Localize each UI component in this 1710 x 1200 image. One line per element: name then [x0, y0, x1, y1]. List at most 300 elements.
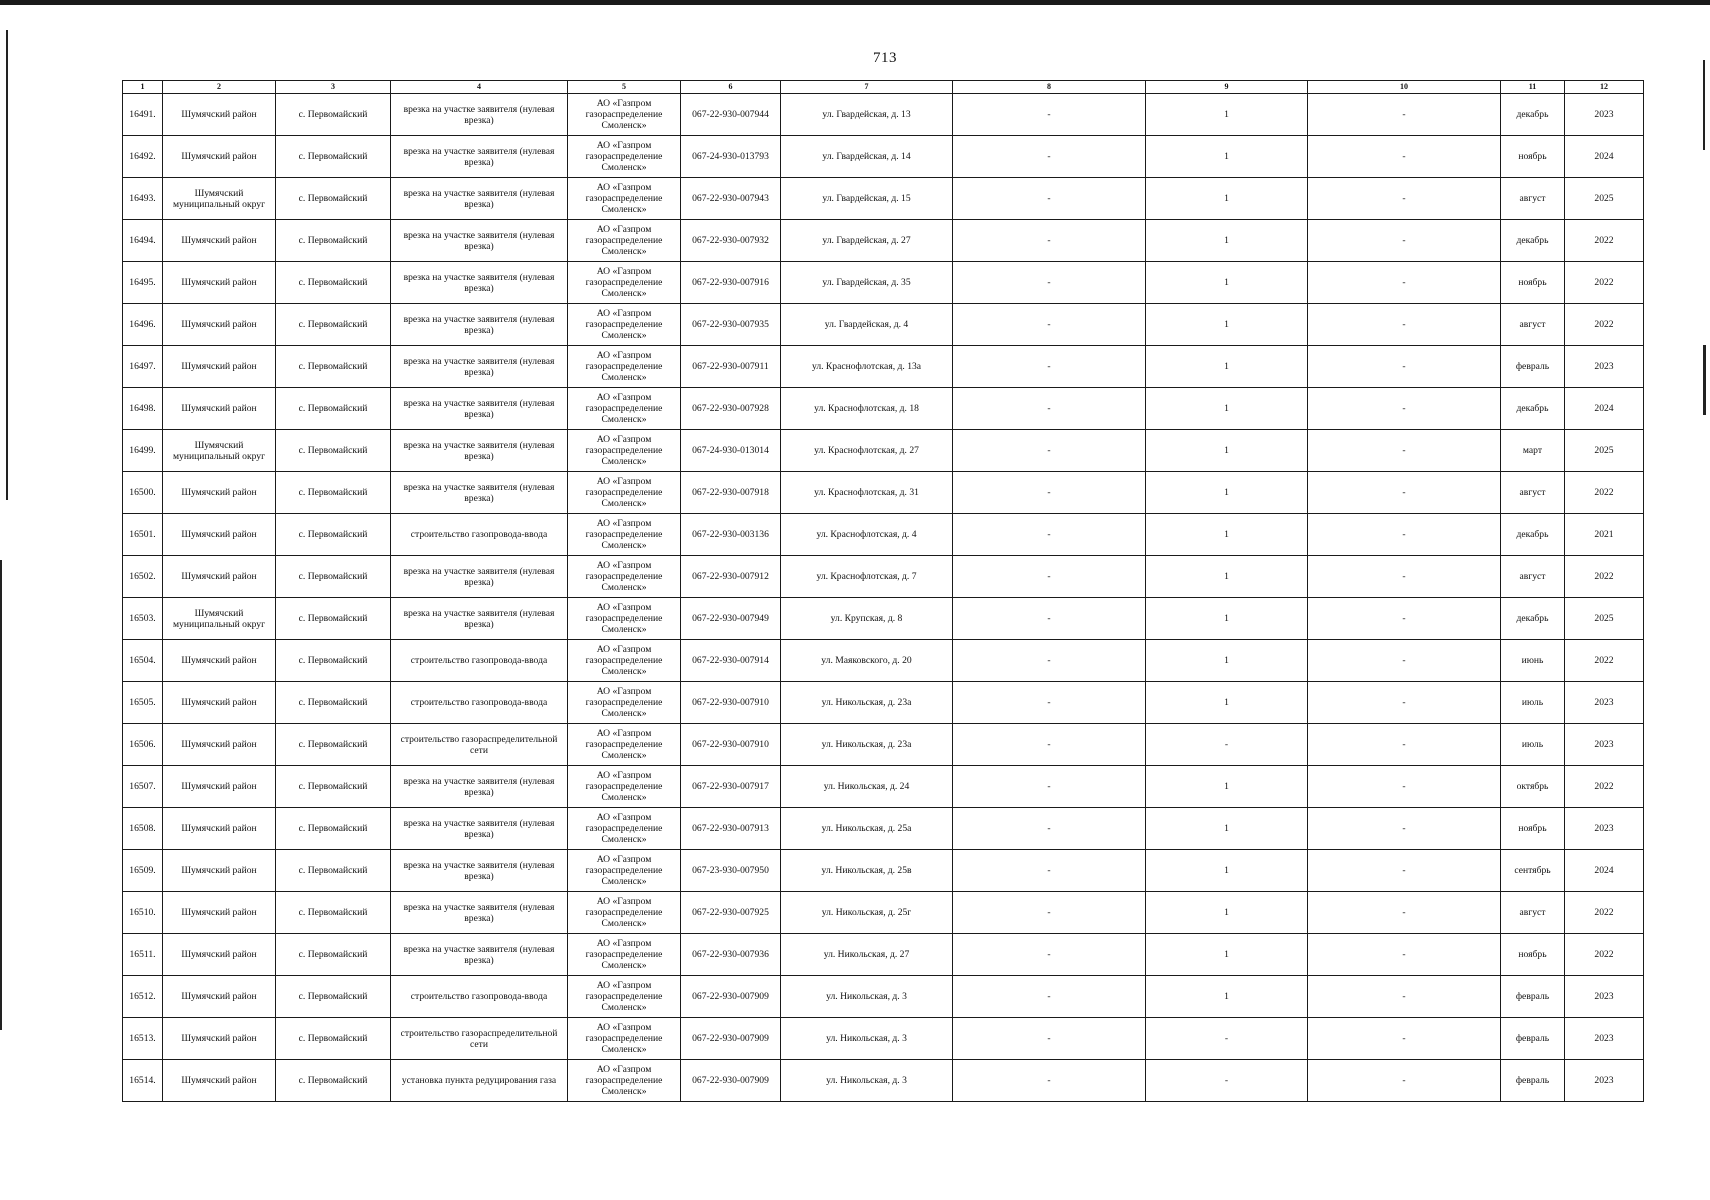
column-9-cell: -	[1146, 1018, 1308, 1060]
organization-cell: АО «Газпром газораспределение Смоленск»	[568, 472, 681, 514]
work-type-cell: врезка на участке заявителя (нулевая врезка)	[391, 388, 568, 430]
row-number: 16499.	[123, 430, 163, 472]
settlement-cell: с. Первомайский	[276, 178, 391, 220]
organization-cell: АО «Газпром газораспределение Смоленск»	[568, 94, 681, 136]
column-8-cell: -	[953, 220, 1146, 262]
column-9-cell: 1	[1146, 136, 1308, 178]
settlement-cell: с. Первомайский	[276, 304, 391, 346]
organization-cell: АО «Газпром газораспределение Смоленск»	[568, 262, 681, 304]
settlement-cell: с. Первомайский	[276, 262, 391, 304]
tech-conditions-number-cell: 067-22-930-007909	[681, 1018, 781, 1060]
column-10-cell: -	[1308, 598, 1501, 640]
month-cell: август	[1501, 472, 1565, 514]
column-header: 9	[1146, 81, 1308, 94]
column-9-cell: -	[1146, 1060, 1308, 1102]
address-cell: ул. Никольская, д. 25а	[781, 808, 953, 850]
column-8-cell: -	[953, 472, 1146, 514]
work-type-cell: врезка на участке заявителя (нулевая врезка)	[391, 850, 568, 892]
tech-conditions-number-cell: 067-22-930-007949	[681, 598, 781, 640]
column-9-cell: 1	[1146, 976, 1308, 1018]
year-cell: 2023	[1565, 1018, 1644, 1060]
table-row	[123, 556, 1644, 598]
settlement-cell: с. Первомайский	[276, 556, 391, 598]
district-cell: Шумячский район	[163, 94, 276, 136]
district-cell: Шумячский муниципальный округ	[163, 598, 276, 640]
row-number: 16514.	[123, 1060, 163, 1102]
settlement-cell: с. Первомайский	[276, 1060, 391, 1102]
tech-conditions-number-cell: 067-24-930-013014	[681, 430, 781, 472]
settlement-cell: с. Первомайский	[276, 934, 391, 976]
year-cell: 2022	[1565, 556, 1644, 598]
month-cell: июль	[1501, 682, 1565, 724]
year-cell: 2022	[1565, 304, 1644, 346]
tech-conditions-number-cell: 067-22-930-007909	[681, 976, 781, 1018]
tech-conditions-number-cell: 067-22-930-007943	[681, 178, 781, 220]
organization-cell: АО «Газпром газораспределение Смоленск»	[568, 220, 681, 262]
work-type-cell: врезка на участке заявителя (нулевая врезка)	[391, 262, 568, 304]
settlement-cell: с. Первомайский	[276, 598, 391, 640]
month-cell: декабрь	[1501, 220, 1565, 262]
tech-conditions-number-cell: 067-23-930-007950	[681, 850, 781, 892]
month-cell: февраль	[1501, 1060, 1565, 1102]
settlement-cell: с. Первомайский	[276, 808, 391, 850]
column-8-cell: -	[953, 388, 1146, 430]
year-cell: 2022	[1565, 934, 1644, 976]
row-number: 16508.	[123, 808, 163, 850]
work-type-cell: строительство газопровода-ввода	[391, 976, 568, 1018]
district-cell: Шумячский район	[163, 346, 276, 388]
scan-edge-mark	[1703, 345, 1706, 415]
organization-cell: АО «Газпром газораспределение Смоленск»	[568, 346, 681, 388]
address-cell: ул. Гвардейская, д. 14	[781, 136, 953, 178]
row-number: 16510.	[123, 892, 163, 934]
month-cell: декабрь	[1501, 388, 1565, 430]
column-8-cell: -	[953, 808, 1146, 850]
year-cell: 2023	[1565, 682, 1644, 724]
work-type-cell: врезка на участке заявителя (нулевая врезка)	[391, 556, 568, 598]
address-cell: ул. Никольская, д. 25в	[781, 850, 953, 892]
district-cell: Шумячский район	[163, 1060, 276, 1102]
column-8-cell: -	[953, 94, 1146, 136]
settlement-cell: с. Первомайский	[276, 94, 391, 136]
column-10-cell: -	[1308, 262, 1501, 304]
tech-conditions-number-cell: 067-22-930-007917	[681, 766, 781, 808]
work-type-cell: строительство газопровода-ввода	[391, 514, 568, 556]
table-row	[123, 934, 1644, 976]
organization-cell: АО «Газпром газораспределение Смоленск»	[568, 808, 681, 850]
column-9-cell: 1	[1146, 514, 1308, 556]
column-10-cell: -	[1308, 178, 1501, 220]
district-cell: Шумячский район	[163, 934, 276, 976]
work-type-cell: строительство газопровода-ввода	[391, 682, 568, 724]
column-9-cell: 1	[1146, 598, 1308, 640]
table-row	[123, 178, 1644, 220]
year-cell: 2022	[1565, 220, 1644, 262]
row-number: 16497.	[123, 346, 163, 388]
district-cell: Шумячский район	[163, 682, 276, 724]
column-header: 12	[1565, 81, 1644, 94]
district-cell: Шумячский район	[163, 766, 276, 808]
column-8-cell: -	[953, 1060, 1146, 1102]
column-9-cell: 1	[1146, 304, 1308, 346]
settlement-cell: с. Первомайский	[276, 220, 391, 262]
organization-cell: АО «Газпром газораспределение Смоленск»	[568, 388, 681, 430]
row-number: 16501.	[123, 514, 163, 556]
organization-cell: АО «Газпром газораспределение Смоленск»	[568, 598, 681, 640]
column-10-cell: -	[1308, 1018, 1501, 1060]
scan-edge-mark	[0, 560, 2, 1030]
work-type-cell: установка пункта редуцирования газа	[391, 1060, 568, 1102]
address-cell: ул. Краснофлотская, д. 7	[781, 556, 953, 598]
column-10-cell: -	[1308, 808, 1501, 850]
month-cell: ноябрь	[1501, 136, 1565, 178]
organization-cell: АО «Газпром газораспределение Смоленск»	[568, 976, 681, 1018]
address-cell: ул. Гвардейская, д. 13	[781, 94, 953, 136]
table-row	[123, 598, 1644, 640]
tech-conditions-number-cell: 067-22-930-007909	[681, 1060, 781, 1102]
work-type-cell: врезка на участке заявителя (нулевая врезка)	[391, 136, 568, 178]
column-8-cell: -	[953, 934, 1146, 976]
column-8-cell: -	[953, 682, 1146, 724]
settlement-cell: с. Первомайский	[276, 346, 391, 388]
month-cell: февраль	[1501, 1018, 1565, 1060]
year-cell: 2023	[1565, 1060, 1644, 1102]
address-cell: ул. Никольская, д. 27	[781, 934, 953, 976]
column-8-cell: -	[953, 346, 1146, 388]
address-cell: ул. Краснофлотская, д. 13а	[781, 346, 953, 388]
month-cell: июнь	[1501, 640, 1565, 682]
column-10-cell: -	[1308, 976, 1501, 1018]
column-10-cell: -	[1308, 94, 1501, 136]
organization-cell: АО «Газпром газораспределение Смоленск»	[568, 304, 681, 346]
column-10-cell: -	[1308, 388, 1501, 430]
organization-cell: АО «Газпром газораспределение Смоленск»	[568, 136, 681, 178]
row-number: 16494.	[123, 220, 163, 262]
address-cell: ул. Никольская, д. 25г	[781, 892, 953, 934]
organization-cell: АО «Газпром газораспределение Смоленск»	[568, 514, 681, 556]
table-row	[123, 850, 1644, 892]
year-cell: 2024	[1565, 136, 1644, 178]
district-cell: Шумячский район	[163, 640, 276, 682]
row-number: 16495.	[123, 262, 163, 304]
month-cell: февраль	[1501, 346, 1565, 388]
table-row	[123, 304, 1644, 346]
tech-conditions-number-cell: 067-22-930-007935	[681, 304, 781, 346]
year-cell: 2025	[1565, 598, 1644, 640]
column-9-cell: 1	[1146, 766, 1308, 808]
row-number: 16509.	[123, 850, 163, 892]
column-8-cell: -	[953, 514, 1146, 556]
row-number: 16491.	[123, 94, 163, 136]
organization-cell: АО «Газпром газораспределение Смоленск»	[568, 556, 681, 598]
column-10-cell: -	[1308, 934, 1501, 976]
column-header: 5	[568, 81, 681, 94]
month-cell: сентябрь	[1501, 850, 1565, 892]
year-cell: 2025	[1565, 430, 1644, 472]
district-cell: Шумячский район	[163, 220, 276, 262]
organization-cell: АО «Газпром газораспределение Смоленск»	[568, 178, 681, 220]
column-9-cell: 1	[1146, 640, 1308, 682]
settlement-cell: с. Первомайский	[276, 514, 391, 556]
column-header: 10	[1308, 81, 1501, 94]
tech-conditions-number-cell: 067-22-930-007932	[681, 220, 781, 262]
settlement-cell: с. Первомайский	[276, 976, 391, 1018]
settlement-cell: с. Первомайский	[276, 472, 391, 514]
settlement-cell: с. Первомайский	[276, 766, 391, 808]
month-cell: декабрь	[1501, 94, 1565, 136]
organization-cell: АО «Газпром газораспределение Смоленск»	[568, 766, 681, 808]
page-number: 713	[873, 50, 897, 66]
column-header: 6	[681, 81, 781, 94]
row-number: 16498.	[123, 388, 163, 430]
district-cell: Шумячский район	[163, 808, 276, 850]
district-cell: Шумячский муниципальный округ	[163, 430, 276, 472]
column-8-cell: -	[953, 430, 1146, 472]
column-9-cell: 1	[1146, 94, 1308, 136]
organization-cell: АО «Газпром газораспределение Смоленск»	[568, 430, 681, 472]
column-10-cell: -	[1308, 346, 1501, 388]
tech-conditions-number-cell: 067-22-930-007918	[681, 472, 781, 514]
table-row	[123, 1060, 1644, 1102]
row-number: 16512.	[123, 976, 163, 1018]
address-cell: ул. Гвардейская, д. 4	[781, 304, 953, 346]
organization-cell: АО «Газпром газораспределение Смоленск»	[568, 934, 681, 976]
year-cell: 2022	[1565, 892, 1644, 934]
year-cell: 2022	[1565, 472, 1644, 514]
year-cell: 2023	[1565, 724, 1644, 766]
tech-conditions-number-cell: 067-22-930-007912	[681, 556, 781, 598]
month-cell: март	[1501, 430, 1565, 472]
registry-table	[122, 80, 1644, 1102]
year-cell: 2022	[1565, 262, 1644, 304]
year-cell: 2023	[1565, 808, 1644, 850]
tech-conditions-number-cell: 067-22-930-007910	[681, 724, 781, 766]
month-cell: август	[1501, 178, 1565, 220]
work-type-cell: строительство газораспределительной сети	[391, 1018, 568, 1060]
organization-cell: АО «Газпром газораспределение Смоленск»	[568, 850, 681, 892]
work-type-cell: строительство газопровода-ввода	[391, 640, 568, 682]
table-row	[123, 808, 1644, 850]
settlement-cell: с. Первомайский	[276, 724, 391, 766]
year-cell: 2025	[1565, 178, 1644, 220]
row-number: 16493.	[123, 178, 163, 220]
settlement-cell: с. Первомайский	[276, 1018, 391, 1060]
year-cell: 2024	[1565, 388, 1644, 430]
month-cell: ноябрь	[1501, 808, 1565, 850]
month-cell: июль	[1501, 724, 1565, 766]
tech-conditions-number-cell: 067-22-930-007928	[681, 388, 781, 430]
month-cell: август	[1501, 556, 1565, 598]
settlement-cell: с. Первомайский	[276, 430, 391, 472]
settlement-cell: с. Первомайский	[276, 850, 391, 892]
district-cell: Шумячский район	[163, 472, 276, 514]
column-9-cell: 1	[1146, 430, 1308, 472]
column-8-cell: -	[953, 304, 1146, 346]
column-8-cell: -	[953, 262, 1146, 304]
table-row	[123, 766, 1644, 808]
row-number: 16507.	[123, 766, 163, 808]
month-cell: декабрь	[1501, 514, 1565, 556]
scan-top-border	[0, 0, 1710, 5]
column-9-cell: 1	[1146, 850, 1308, 892]
tech-conditions-number-cell: 067-22-930-007910	[681, 682, 781, 724]
organization-cell: АО «Газпром газораспределение Смоленск»	[568, 1060, 681, 1102]
work-type-cell: врезка на участке заявителя (нулевая врезка)	[391, 472, 568, 514]
address-cell: ул. Краснофлотская, д. 18	[781, 388, 953, 430]
column-header: 1	[123, 81, 163, 94]
row-number: 16500.	[123, 472, 163, 514]
column-header: 8	[953, 81, 1146, 94]
column-8-cell: -	[953, 850, 1146, 892]
settlement-cell: с. Первомайский	[276, 136, 391, 178]
year-cell: 2021	[1565, 514, 1644, 556]
column-header: 2	[163, 81, 276, 94]
tech-conditions-number-cell: 067-22-930-007911	[681, 346, 781, 388]
column-header: 3	[276, 81, 391, 94]
tech-conditions-number-cell: 067-22-930-007914	[681, 640, 781, 682]
organization-cell: АО «Газпром газораспределение Смоленск»	[568, 892, 681, 934]
table-row	[123, 1018, 1644, 1060]
district-cell: Шумячский район	[163, 976, 276, 1018]
address-cell: ул. Никольская, д. 3	[781, 1060, 953, 1102]
tech-conditions-number-cell: 067-22-930-007944	[681, 94, 781, 136]
work-type-cell: врезка на участке заявителя (нулевая врезка)	[391, 430, 568, 472]
year-cell: 2022	[1565, 640, 1644, 682]
table-row	[123, 262, 1644, 304]
column-9-cell: 1	[1146, 682, 1308, 724]
row-number: 16503.	[123, 598, 163, 640]
row-number: 16506.	[123, 724, 163, 766]
district-cell: Шумячский район	[163, 724, 276, 766]
organization-cell: АО «Газпром газораспределение Смоленск»	[568, 682, 681, 724]
district-cell: Шумячский район	[163, 556, 276, 598]
column-number-header	[123, 81, 1644, 94]
year-cell: 2022	[1565, 766, 1644, 808]
address-cell: ул. Никольская, д. 23а	[781, 724, 953, 766]
column-header: 11	[1501, 81, 1565, 94]
work-type-cell: врезка на участке заявителя (нулевая врезка)	[391, 94, 568, 136]
month-cell: ноябрь	[1501, 934, 1565, 976]
column-9-cell: 1	[1146, 262, 1308, 304]
column-9-cell: 1	[1146, 178, 1308, 220]
year-cell: 2023	[1565, 346, 1644, 388]
column-9-cell: -	[1146, 724, 1308, 766]
table-row	[123, 94, 1644, 136]
column-10-cell: -	[1308, 640, 1501, 682]
column-9-cell: 1	[1146, 808, 1308, 850]
address-cell: ул. Маяковского, д. 20	[781, 640, 953, 682]
registry-body	[123, 94, 1644, 1102]
table-row	[123, 892, 1644, 934]
row-number: 16504.	[123, 640, 163, 682]
tech-conditions-number-cell: 067-22-930-003136	[681, 514, 781, 556]
scan-edge-mark	[1703, 60, 1705, 150]
district-cell: Шумячский район	[163, 892, 276, 934]
column-10-cell: -	[1308, 514, 1501, 556]
work-type-cell: врезка на участке заявителя (нулевая врезка)	[391, 598, 568, 640]
column-header: 7	[781, 81, 953, 94]
district-cell: Шумячский район	[163, 304, 276, 346]
month-cell: ноябрь	[1501, 262, 1565, 304]
column-10-cell: -	[1308, 1060, 1501, 1102]
column-9-cell: 1	[1146, 892, 1308, 934]
column-10-cell: -	[1308, 892, 1501, 934]
month-cell: октябрь	[1501, 766, 1565, 808]
table-row	[123, 514, 1644, 556]
address-cell: ул. Гвардейская, д. 27	[781, 220, 953, 262]
month-cell: август	[1501, 892, 1565, 934]
address-cell: ул. Никольская, д. 23а	[781, 682, 953, 724]
column-10-cell: -	[1308, 682, 1501, 724]
column-8-cell: -	[953, 598, 1146, 640]
column-10-cell: -	[1308, 136, 1501, 178]
column-8-cell: -	[953, 556, 1146, 598]
work-type-cell: строительство газораспределительной сети	[391, 724, 568, 766]
organization-cell: АО «Газпром газораспределение Смоленск»	[568, 640, 681, 682]
district-cell: Шумячский муниципальный округ	[163, 178, 276, 220]
address-cell: ул. Краснофлотская, д. 27	[781, 430, 953, 472]
month-cell: декабрь	[1501, 598, 1565, 640]
column-10-cell: -	[1308, 766, 1501, 808]
column-8-cell: -	[953, 892, 1146, 934]
table-row	[123, 640, 1644, 682]
column-10-cell: -	[1308, 220, 1501, 262]
column-8-cell: -	[953, 178, 1146, 220]
column-9-cell: 1	[1146, 346, 1308, 388]
column-8-cell: -	[953, 976, 1146, 1018]
column-9-cell: 1	[1146, 556, 1308, 598]
work-type-cell: врезка на участке заявителя (нулевая врезка)	[391, 934, 568, 976]
tech-conditions-number-cell: 067-22-930-007913	[681, 808, 781, 850]
column-10-cell: -	[1308, 724, 1501, 766]
work-type-cell: врезка на участке заявителя (нулевая врезка)	[391, 892, 568, 934]
settlement-cell: с. Первомайский	[276, 640, 391, 682]
year-cell: 2023	[1565, 94, 1644, 136]
organization-cell: АО «Газпром газораспределение Смоленск»	[568, 1018, 681, 1060]
work-type-cell: врезка на участке заявителя (нулевая врезка)	[391, 220, 568, 262]
row-number: 16502.	[123, 556, 163, 598]
column-header: 4	[391, 81, 568, 94]
column-8-cell: -	[953, 766, 1146, 808]
column-8-cell: -	[953, 1018, 1146, 1060]
address-cell: ул. Краснофлотская, д. 4	[781, 514, 953, 556]
table-row	[123, 724, 1644, 766]
tech-conditions-number-cell: 067-22-930-007925	[681, 892, 781, 934]
table-row	[123, 136, 1644, 178]
work-type-cell: врезка на участке заявителя (нулевая врезка)	[391, 304, 568, 346]
column-9-cell: 1	[1146, 220, 1308, 262]
table-row	[123, 388, 1644, 430]
district-cell: Шумячский район	[163, 136, 276, 178]
year-cell: 2023	[1565, 976, 1644, 1018]
table-row	[123, 682, 1644, 724]
month-cell: февраль	[1501, 976, 1565, 1018]
column-8-cell: -	[953, 640, 1146, 682]
settlement-cell: с. Первомайский	[276, 892, 391, 934]
column-10-cell: -	[1308, 850, 1501, 892]
tech-conditions-number-cell: 067-22-930-007916	[681, 262, 781, 304]
address-cell: ул. Краснофлотская, д. 31	[781, 472, 953, 514]
table-row	[123, 430, 1644, 472]
district-cell: Шумячский район	[163, 850, 276, 892]
table-row	[123, 472, 1644, 514]
work-type-cell: врезка на участке заявителя (нулевая врезка)	[391, 766, 568, 808]
work-type-cell: врезка на участке заявителя (нулевая врезка)	[391, 346, 568, 388]
settlement-cell: с. Первомайский	[276, 388, 391, 430]
district-cell: Шумячский район	[163, 1018, 276, 1060]
district-cell: Шумячский район	[163, 388, 276, 430]
column-9-cell: 1	[1146, 388, 1308, 430]
